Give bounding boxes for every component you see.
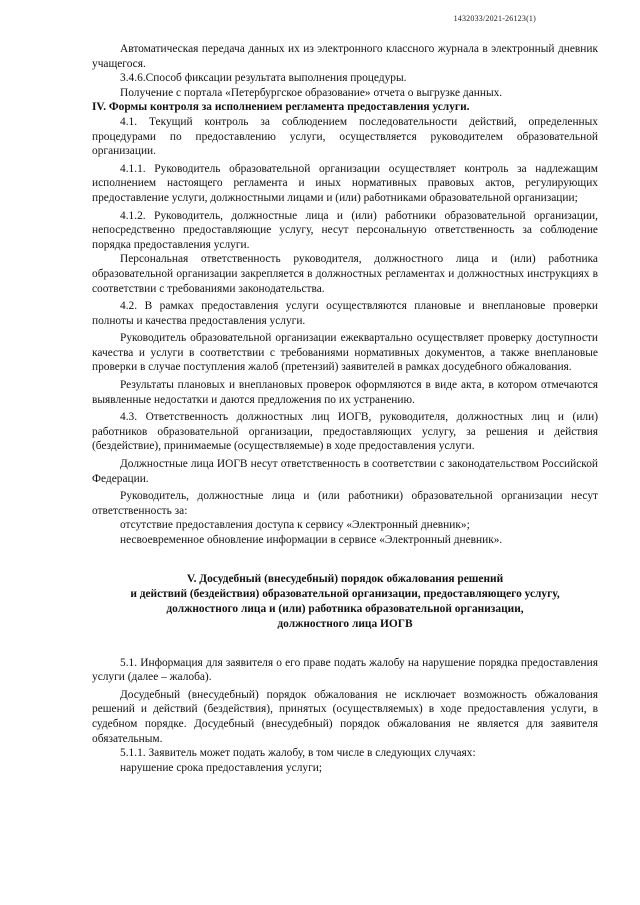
section-title-line: должностного лица и (или) работника образовательной организации, [166,602,524,615]
paragraph: 4.3. Ответственность должностных лиц ИОГВ, руководителя, должностных лиц и (или) работников образовательной организации, предоставляющих услугу, за решения и действия (бездействие), принимаемые (осуществляемые) в ходе предоставления услуги. [92,411,598,453]
section-iv-block [92,42,598,518]
paragraph: Персональная ответственность руководителя, должностного лица и (или) работника образовательной организации закрепляется в должностных регламентах и должностных инструкциях в соответствии с требованиями законодательства. [92,253,598,295]
paragraph: 4.1. Текущий контроль за соблюдением последовательности действий, определенных процедурами по предоставлению услуги, осуществляется руководителем образовательной организации. [92,115,598,158]
paragraph: Руководитель, должностные лица и (или работники) образовательной организации несут ответственность за: [92,490,598,517]
paragraph: 4.1.1. Руководитель образовательной организации осуществляет контроль за надлежащим исполнением настоящего регламента и иных нормативных правовых актов, регулирующих предоставление услуги, должностными лицами и (или) работниками образовательной организации; [92,162,598,204]
paragraph: Автоматическая передача данных их из электронного классного журнала в электронный дневник учащегося. [92,43,598,70]
document-body [92,42,598,775]
section-heading: IV. Формы контроля за исполнением регламента предоставления услуги. [92,101,470,114]
paragraph: 5.1.1. Заявитель может подать жалобу, в том числе в следующих случаях: [120,747,476,760]
section-title-line: должностного лица ИОГВ [277,617,413,630]
paragraph: Результаты плановых и внеплановых проверок оформляются в виде акта, в котором отмечаются выявленные недостатки и даются предложения по их устранению. [92,379,598,406]
document-id: 1432033/2021-26123(1) [453,14,536,23]
paragraph: Руководитель образовательной организации ежеквартально осуществляет проверку доступности качества и услуги в соответствии с требованиями нормативных документов, а также внеплановые проверки в случае поступления жалоб (претензий) заявителей в рамках досудебного обжалования. [92,332,598,374]
section-v-block [92,656,598,776]
paragraph: 5.1. Информация для заявителя о его праве подать жалобу на нарушение порядка предоставления услуги (далее – жалоба). [92,656,598,684]
paragraph: 4.1.2. Руководитель, должностные лица и (или) работники образовательной организации, непосредственно предоставляющие услугу, несут персональную ответственность за соблюдение порядка предоставления услуги. [92,209,598,251]
responsibility-list [92,518,598,547]
section-v-title [92,572,598,632]
section-title-line: V. Досудебный (внесудебный) порядок обжалования решений [186,572,504,585]
paragraph: Досудебный (внесудебный) порядок обжалования не исключает возможность обжалования решений и действий (бездействия), принятых (осуществляемых) в ходе предоставления услуги, в судебном порядке. Досудебный (внесудебный) порядок обжалования не является для заявителя обязательным. [92,688,598,745]
paragraph: 4.2. В рамках предоставления услуги осуществляются плановые и внеплановые проверки полноты и качества предоставления услуги. [92,300,598,327]
list-item: отсутствие предоставления доступа к сервису «Электронный дневник»; [120,519,470,532]
paragraph: нарушение срока предоставления услуги; [120,761,323,774]
section-title-line: и действий (бездействия) образовательной организации, предоставляющего услугу, [130,587,560,600]
paragraph: Должностные лица ИОГВ несут ответственность в соответствии с законодательством Российской Федерации. [92,458,598,485]
list-item: несвоевременное обновление информации в сервисе «Электронный дневник». [120,534,503,546]
paragraph: Получение с портала «Петербургское образование» отчета о выгрузке данных. [120,86,503,99]
paragraph: 3.4.6.Способ фиксации результата выполнения процедуры. [120,72,407,85]
